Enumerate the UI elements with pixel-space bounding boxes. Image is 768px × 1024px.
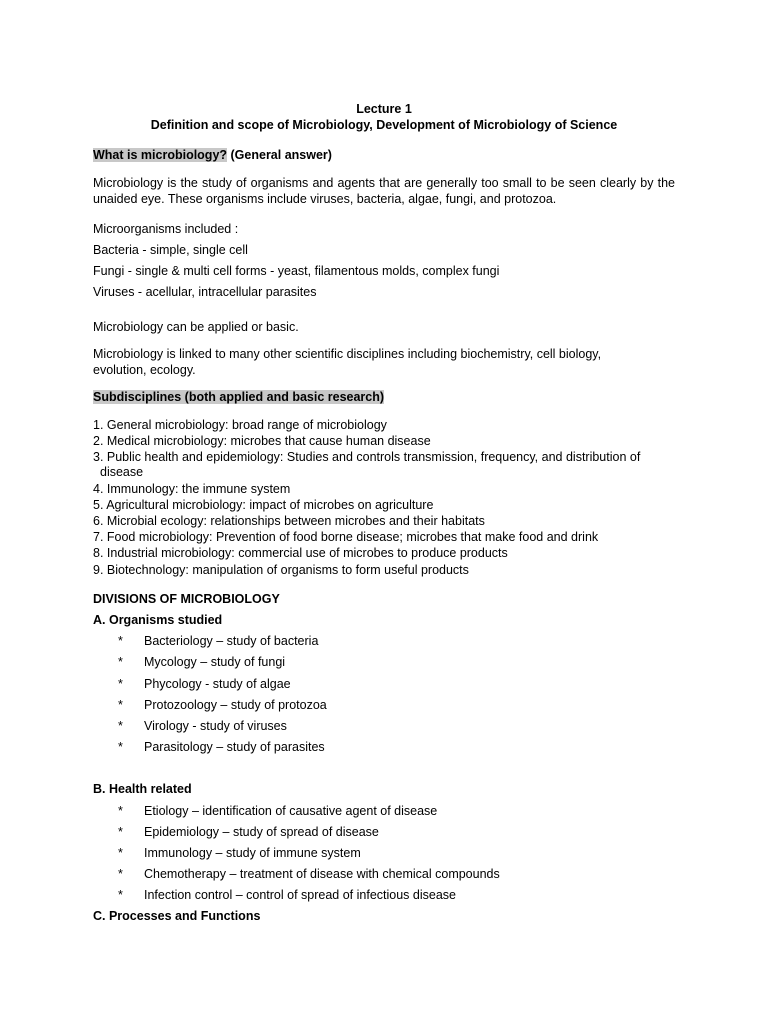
subdiscipline-item: 5. Agricultural microbiology: impact of microbes on agriculture [93,498,434,512]
subdiscipline-item: 3. Public health and epidemiology: Studies and controls transmission, frequency, and distribution of [93,450,641,464]
lecture-title: Lecture 1 [356,102,412,116]
bullet-asterisk: * [118,825,123,839]
linked-disciplines-text: Microbiology is linked to many other scientific disciplines including biochemistry, cell biology, evolution, ecology. [93,347,602,377]
bullet-asterisk: * [118,740,123,754]
applied-basic-text: Microbiology can be applied or basic. [93,320,299,334]
divisions-heading: DIVISIONS OF MICROBIOLOGY [93,592,280,606]
subdiscipline-item: 9. Biotechnology: manipulation of organisms to form useful products [93,563,469,577]
subdiscipline-item: 4. Immunology: the immune system [93,482,291,496]
section-a-heading: A. Organisms studied [93,613,223,627]
bullet-asterisk: * [118,867,123,881]
subdiscipline-item: 7. Food microbiology: Prevention of food borne disease; microbes that make food and drink [93,530,599,544]
organism-division-item: Bacteriology – study of bacteria [144,634,319,648]
health-division-item: Immunology – study of immune system [144,846,361,860]
health-division-item: Chemotherapy – treatment of disease with chemical compounds [144,867,500,881]
subdisciplines-heading: Subdisciplines (both applied and basic research) [93,390,385,404]
subdiscipline-item-continuation: disease [100,465,144,479]
health-division-item: Epidemiology – study of spread of disease [144,825,379,839]
bullet-asterisk: * [118,698,123,712]
subdiscipline-item: 2. Medical microbiology: microbes that cause human disease [93,434,431,448]
health-division-item: Etiology – identification of causative agent of disease [144,804,438,818]
definition-paragraph: Microbiology is the study of organisms and agents that are generally too small to be seen clearly by the unaided eye. These organisms include viruses, bacteria, algae, fungi, and protozoa. [93,176,675,206]
organism-division-item: Phycology - study of algae [144,677,291,691]
organism-division-item: Parasitology – study of parasites [144,740,325,754]
what-is-qualifier: (General answer) [227,148,332,162]
organism-division-item: Virology - study of viruses [144,719,287,733]
what-is-heading [93,148,332,162]
microorganism-item: Viruses - acellular, intracellular parasites [93,285,317,299]
bullet-asterisk: * [118,677,123,691]
section-b-heading: B. Health related [93,782,192,796]
bullet-asterisk: * [118,634,123,648]
subdiscipline-item: 1. General microbiology: broad range of microbiology [93,418,387,432]
bullet-asterisk: * [118,846,123,860]
bullet-asterisk: * [118,655,123,669]
bullet-asterisk: * [118,888,123,902]
bullet-asterisk: * [118,804,123,818]
microorganism-item: Bacteria - simple, single cell [93,243,248,257]
organism-division-item: Protozoology – study of protozoa [144,698,327,712]
microorganism-item: Fungi - single & multi cell forms - yeast, filamentous molds, complex fungi [93,264,500,278]
organism-division-item: Mycology – study of fungi [144,655,286,669]
bullet-asterisk: * [118,719,123,733]
microorganisms-intro: Microorganisms included : [93,222,239,236]
lecture-subtitle: Definition and scope of Microbiology, Development of Microbiology of Science [150,118,618,132]
subdiscipline-item: 8. Industrial microbiology: commercial use of microbes to produce products [93,546,508,560]
section-c-heading: C. Processes and Functions [93,909,261,923]
what-is-question: What is microbiology? [93,148,228,162]
subdiscipline-item: 6. Microbial ecology: relationships between microbes and their habitats [93,514,485,528]
health-division-item: Infection control – control of spread of infectious disease [144,888,456,902]
